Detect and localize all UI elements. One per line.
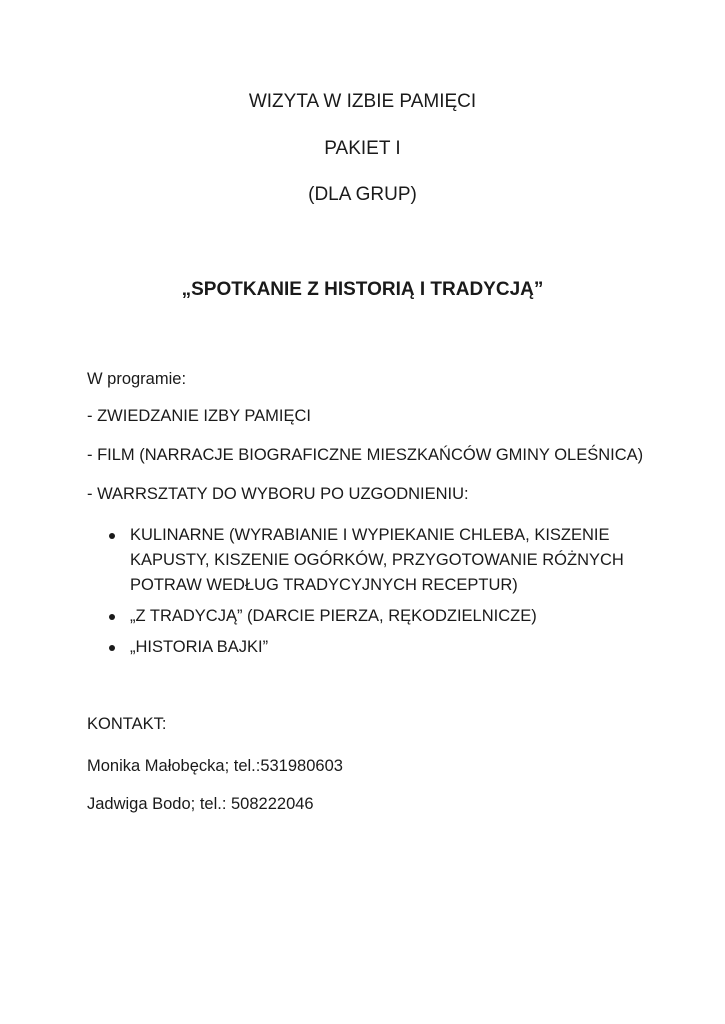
header-line-3: (DLA GRUP) (308, 184, 417, 205)
program-item-visit: - ZWIEDZANIE IZBY PAMIĘCI (87, 407, 311, 425)
bullet-icon (109, 645, 115, 651)
workshop-line: KAPUSTY, KISZENIE OGÓRKÓW, PRZYGOTOWANIE RÓŻNYCH (130, 551, 624, 569)
document-title: „SPOTKANIE Z HISTORIĄ I TRADYCJĄ” (181, 279, 544, 300)
program-intro: W programie: (87, 370, 187, 388)
workshop-line: „HISTORIA BAJKI” (130, 638, 269, 656)
workshop-line: KULINARNE (WYRABIANIE I WYPIEKANIE CHLEBA, KISZENIE (130, 526, 610, 544)
workshop-item-tradition (109, 604, 629, 629)
program-item-film: - FILM (NARRACJE BIOGRAFICZNE MIESZKAŃCÓW GMINY OLEŚNICA) (87, 446, 644, 464)
workshop-item-culinary (109, 523, 629, 598)
contact-person: Monika Małobęcka; tel.:531980603 (87, 757, 343, 775)
workshop-line: POTRAW WEDŁUG TRADYCYJNYCH RECEPTUR) (130, 576, 518, 594)
workshop-item-fairy-tale (109, 635, 629, 660)
workshop-line: „Z TRADYCJĄ” (DARCIE PIERZA, RĘKODZIELNICZE) (130, 607, 537, 625)
header-line-1: WIZYTA W IZBIE PAMIĘCI (248, 91, 477, 112)
bullet-icon (109, 614, 115, 620)
header-line-2: PAKIET I (324, 138, 401, 159)
contact-label: KONTAKT: (87, 715, 167, 733)
program-item-workshops: - WARRSZTATY DO WYBORU PO UZGODNIENIU: (87, 485, 469, 503)
bullet-icon (109, 533, 115, 539)
contact-person: Jadwiga Bodo; tel.: 508222046 (87, 795, 314, 813)
